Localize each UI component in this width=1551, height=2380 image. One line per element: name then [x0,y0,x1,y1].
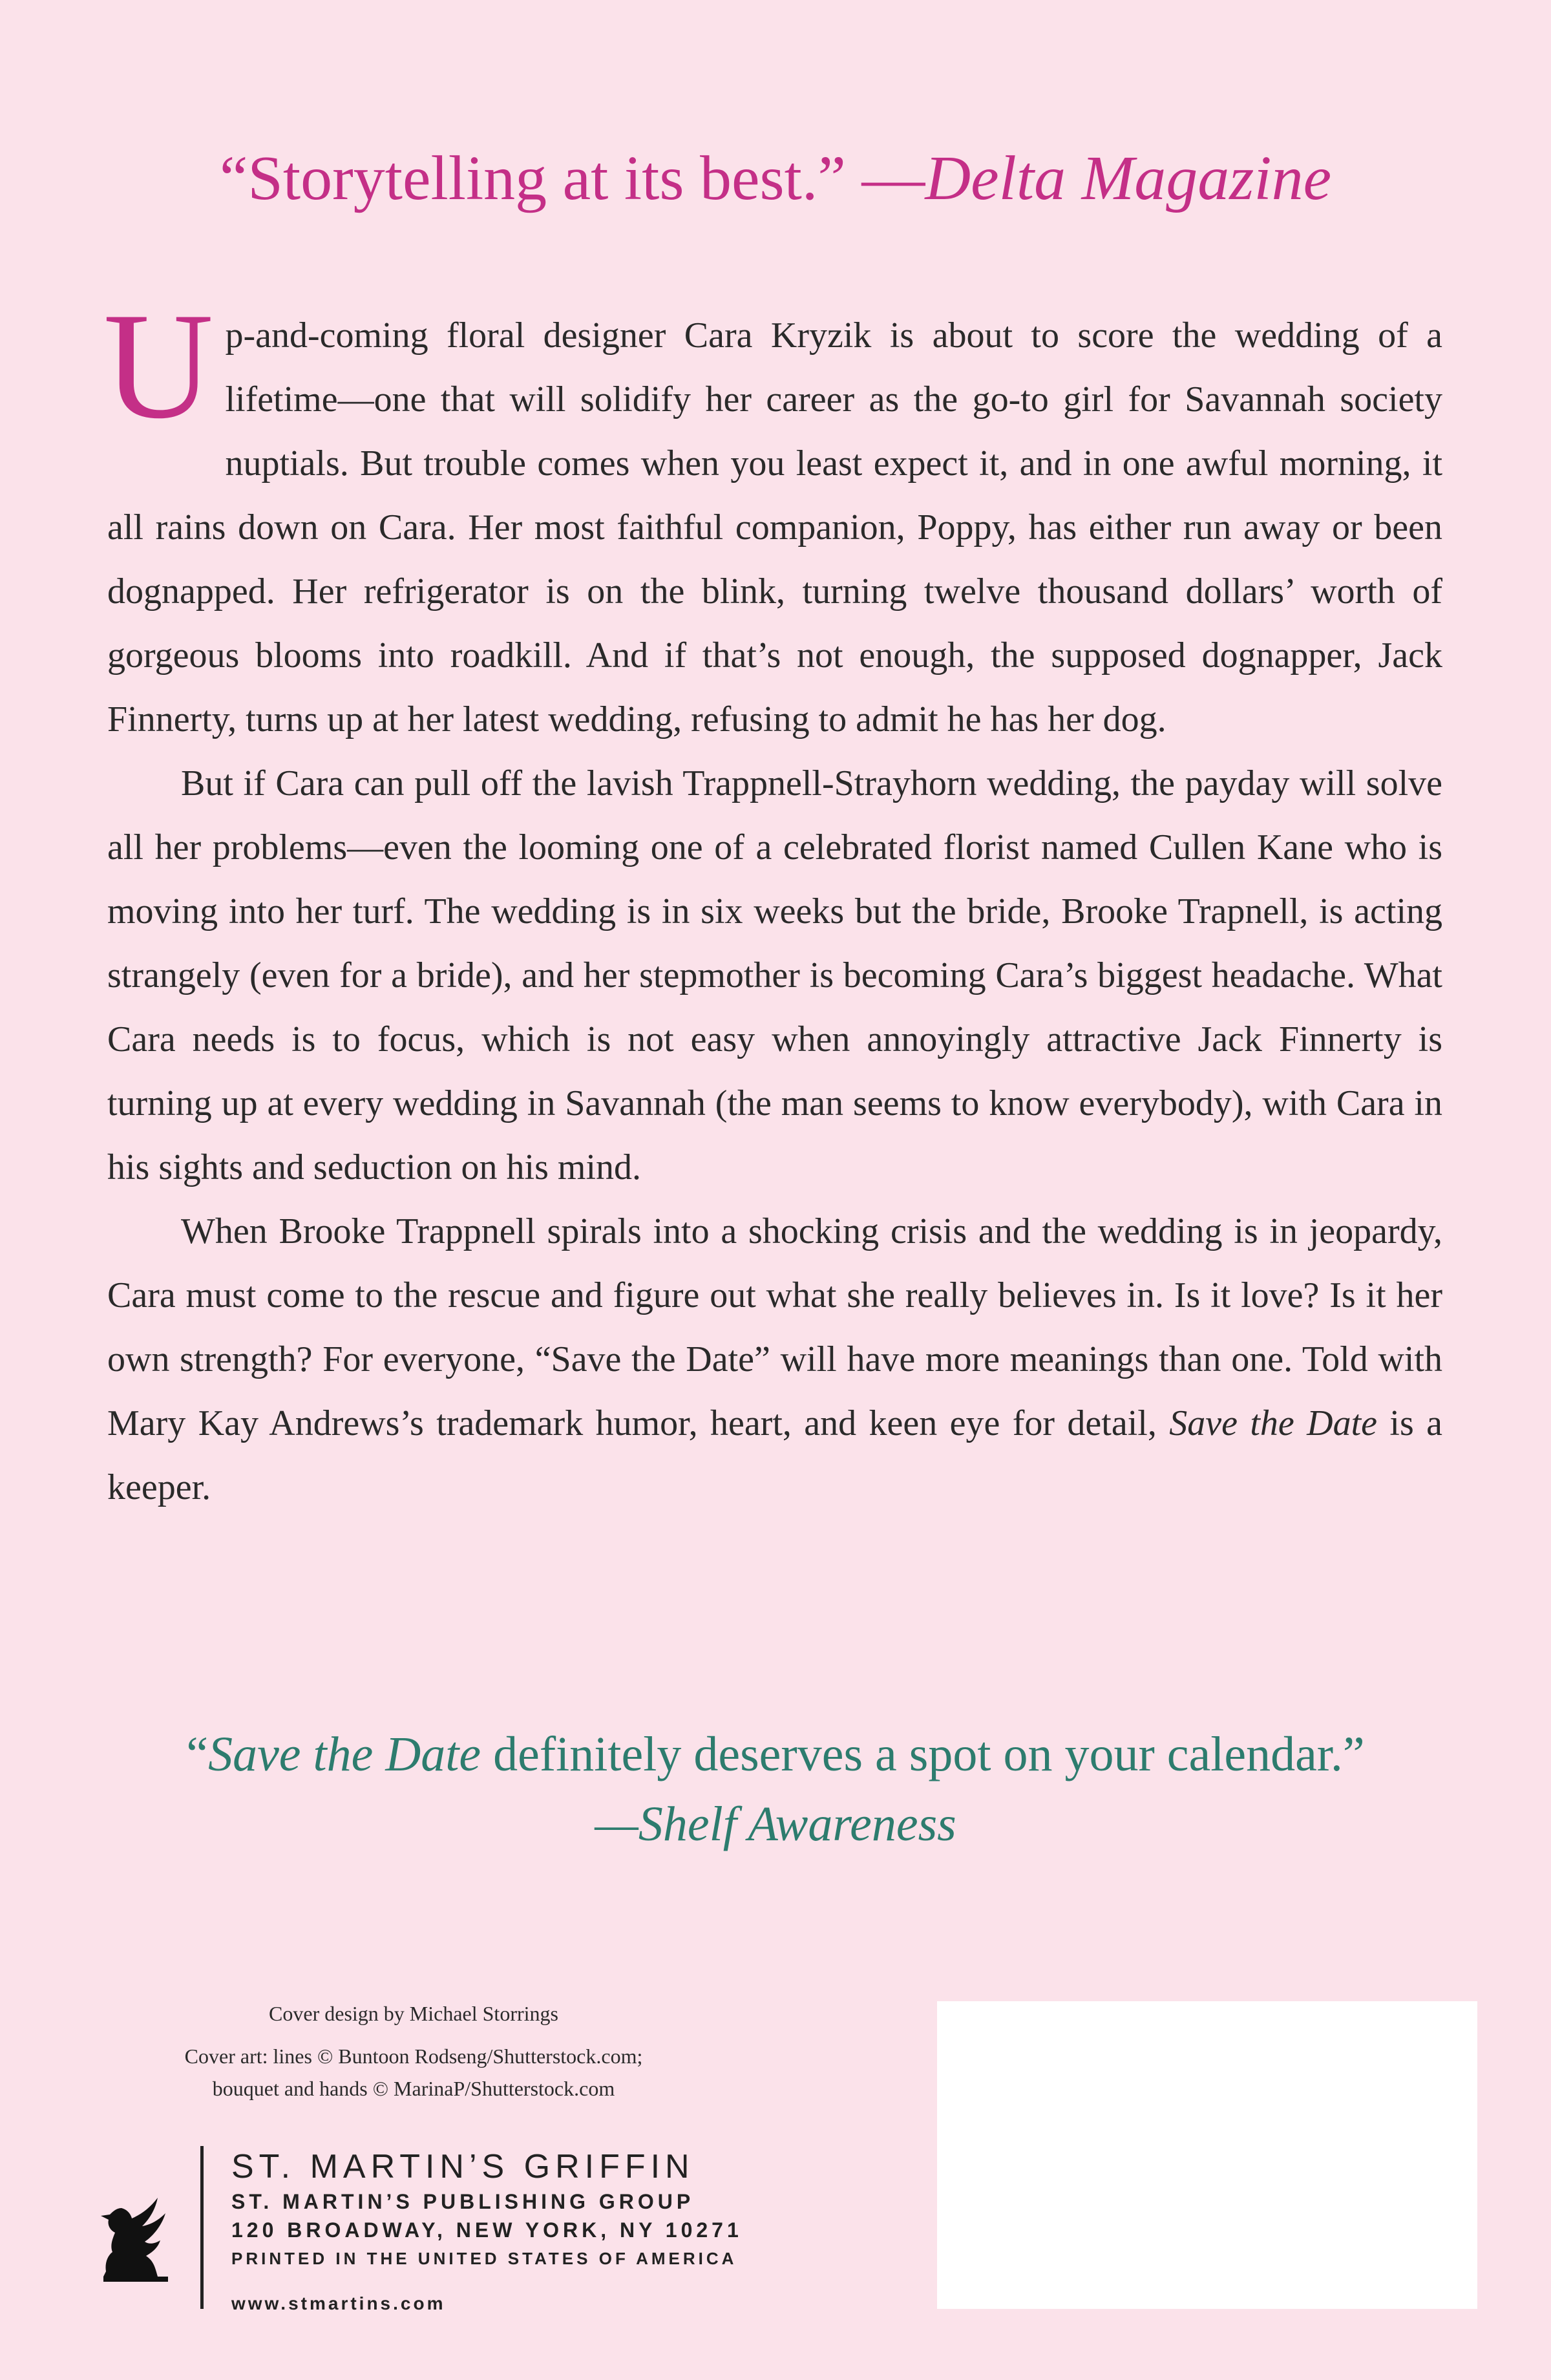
publisher-block [90,2146,866,2314]
publisher-info [231,2146,743,2317]
top-quote-dash: — [861,143,925,213]
book-description [103,282,1442,1520]
description-paragraph-1 [103,282,1442,752]
paragraph-3-book-title: Save the Date [1169,1403,1377,1443]
publisher-divider [200,2146,204,2309]
cover-credits [103,1997,724,2105]
cover-art-credit-line-1: Cover art: lines © Buntoon Rodseng/Shutterstock.com; [184,2045,643,2068]
description-paragraph-3 [107,1200,1442,1520]
bottom-quote-attribution [0,1789,1551,1859]
publisher-url[interactable]: www.stmartins.com [231,2293,446,2313]
paragraph-1-text: p-and-coming floral designer Cara Kryzik is about to score the wedding of a lifetime—one that will solidify her career as the go-to girl for Savannah society nuptials. But trouble comes when you least expect it, and in one awful morning, it all rains down on Cara. Her most faithful companion, Poppy, has either run away or been dognapped. Her refrigerator is on the blink, turning twelve thousand dollars’ worth of gorgeous blooms into roadkill. And if that’s not enough, the supposed dognapper, Jack Finnerty, turns up at her latest wedding, refusing to admit he has her dog. [107,315,1442,739]
top-quote-text: “Storytelling at its best.” [219,143,846,213]
griffin-icon [90,2185,181,2288]
bottom-quote-line [0,1719,1551,1789]
printed-in: PRINTED IN THE UNITED STATES OF AMERICA [231,2249,737,2268]
cover-design-credit: Cover design by Michael Storrings [269,2002,558,2025]
drop-cap: U [103,282,214,451]
cover-art-credit-line-2: bouquet and hands © MarinaP/Shutterstock.com [212,2077,615,2100]
top-review-quote [0,141,1551,217]
publisher-name: ST. MARTIN’S GRIFFIN [231,2148,695,2185]
top-quote-source: Delta Magazine [925,143,1332,213]
bottom-quote-dash: — [595,1797,638,1851]
publisher-group: ST. MARTIN’S PUBLISHING GROUP [231,2190,695,2213]
paragraph-3-end: is a keeper. [107,1403,1442,1507]
bottom-quote-title: Save the Date [208,1727,481,1781]
paragraph-3-text: When Brooke Trappnell spirals into a shocking crisis and the wedding is in jeopardy, Cara must come to the rescue and figure out what she really believes in. Is it love? Is it her own strength? For everyone, “Save the Date” will have more meanings than one. Told with Mary Kay Andrews’s trademark humor, heart, and keen eye for detail, [107,1211,1442,1443]
publisher-address: 120 BROADWAY, NEW YORK, NY 10271 [231,2218,743,2242]
bottom-quote-source: Shelf Awareness [638,1797,956,1851]
bottom-review-quote [0,1719,1551,1859]
barcode-placeholder [937,2001,1477,2309]
description-paragraph-2: But if Cara can pull off the lavish Trappnell-Strayhorn wedding, the payday will solve all her problems—even the looming one of a celebrated florist named Cullen Kane who is moving into her turf. The wedding is in six weeks but the bride, Brooke Trapnell, is acting strangely (even for a bride), and her stepmother is becoming Cara’s biggest headache. What Cara needs is to focus, which is not easy when annoyingly attractive Jack Finnerty is turning up at every wedding in Savannah (the man seems to know everybody), with Cara in his sights and seduction on his mind. [107,763,1442,1187]
bottom-quote-open: “ [186,1727,209,1781]
bottom-quote-rest: definitely deserves a spot on your calendar.” [481,1727,1365,1781]
